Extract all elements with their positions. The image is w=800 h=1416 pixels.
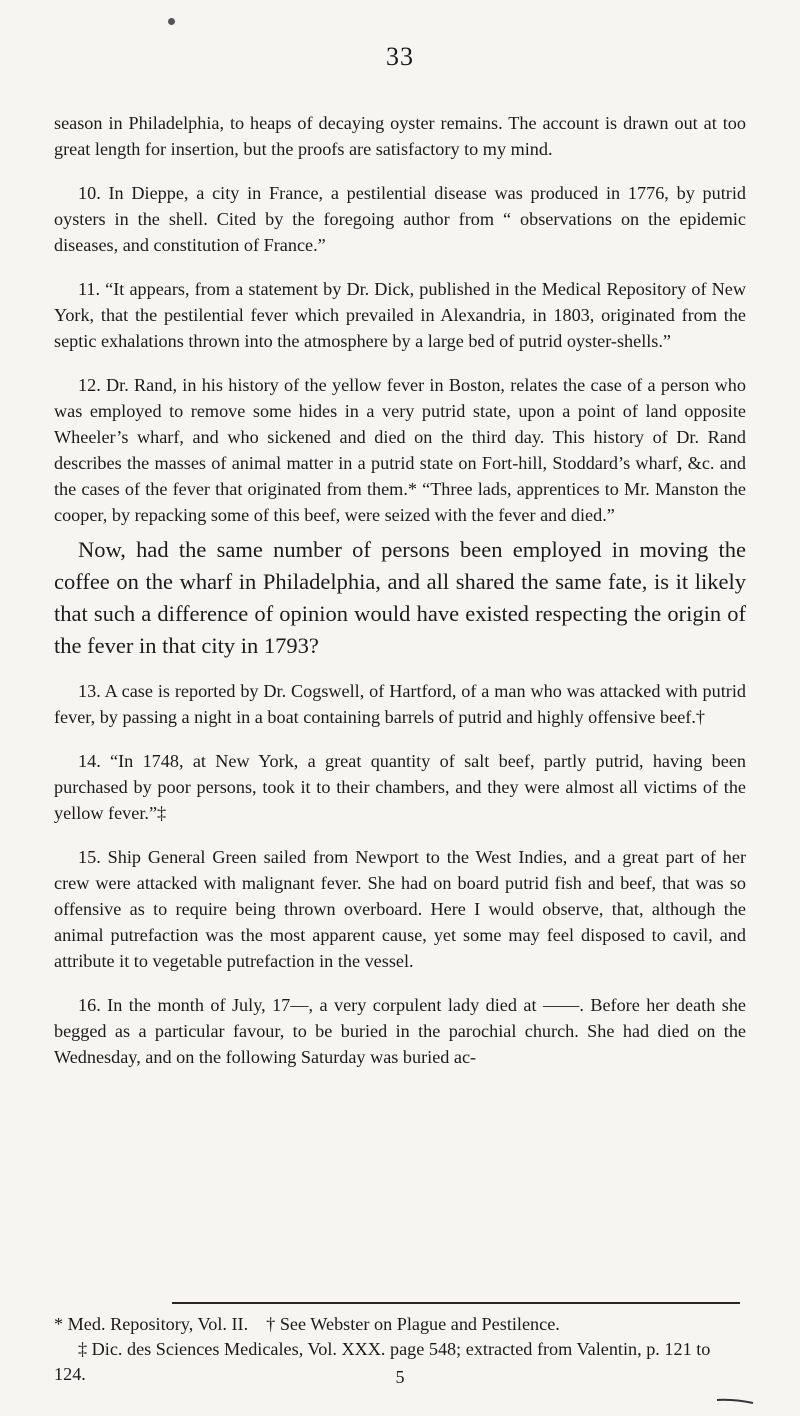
paragraph-continuation: season in Philadelphia, to heaps of decaying oyster remains. The account is drawn out at too great length for insertion, but the proofs are satisfactory to my mind. (54, 113, 746, 159)
paragraph-16: 16. In the month of July, 17—, a very corpulent lady died at ——. Before her death she begged as a particular favour, to be buried in the parochial church. She had died on the Wednesday, and on the following Saturday was buried ac- (54, 995, 746, 1067)
footnote-med-repository: * Med. Repository, Vol. II. (54, 1314, 249, 1334)
paragraph-14: 14. “In 1748, at New York, a great quantity of salt beef, partly putrid, having been purchased by poor persons, took it to their chambers, and they were almost all victims of the yellow fever.”‡ (54, 751, 746, 823)
paragraph-12: 12. Dr. Rand, in his history of the yellow fever in Boston, relates the case of a person who was employed to remove some hides in a very putrid state, upon a point of land opposite Wheeler’s wharf, and who sickened and died on the third day. This history of Dr. Rand describes the masses of animal matter in a putrid state on Fort-hill, Stoddard’s wharf, &c. and the cases of the fever that originated from them.* “Three lads, apprentices to Mr. Manston the cooper, by repacking some of this beef, were seized with the fever and died.” (54, 375, 746, 525)
signature-mark: 5 (395, 1367, 405, 1387)
paragraph-15: 15. Ship General Green sailed from Newport to the West Indies, and a great part of her crew were attacked with malignant fever. She had on board putrid fish and beef, that was so offensive as to require being thrown overboard. Here I would observe, that, although the animal putrefaction was the most apparent cause, yet some may feel disposed to cavil, and attribute it to vegetable putrefaction in the vessel. (54, 847, 746, 971)
page-number: 33 (386, 42, 414, 71)
paragraph-11: 11. “It appears, from a statement by Dr. Dick, published in the Medical Repository of New York, that the pestilential fever which prevailed in Alexandria, in 1803, originated from the septic exhalations thrown into the atmosphere by a large bed of putrid oyster-shells.” (54, 279, 746, 351)
body-text (54, 110, 746, 1088)
footnote-dic-sciences: ‡ Dic. des Sciences Medicales, Vol. XXX. page 548; extracted from Valentin, p. 121 to 124. (54, 1339, 711, 1384)
ink-mark (715, 1398, 755, 1404)
paragraph-emphasis: Now, had the same number of persons been employed in moving the coffee on the wharf in Philadelphia, and all shared the same fate, is it likely that such a difference of opinion would have existed respecting the origin of the fever in that city in 1793? (54, 537, 746, 658)
paragraph-10: 10. In Dieppe, a city in France, a pestilential disease was produced in 1776, by putrid oysters in the shell. Cited by the foregoing author from “ observations on the epidemic diseases, and constitution of France.” (54, 183, 746, 255)
paragraph-13: 13. A case is reported by Dr. Cogswell, of Hartford, of a man who was attacked with putrid fever, by passing a night in a boat containing barrels of putrid and highly offensive beef.† (54, 681, 746, 727)
footnote-line-1 (54, 1312, 746, 1337)
footnote-rule (172, 1302, 740, 1304)
footnote-webster: † See Webster on Plague and Pestilence. (266, 1314, 560, 1334)
ink-speck (168, 18, 175, 25)
